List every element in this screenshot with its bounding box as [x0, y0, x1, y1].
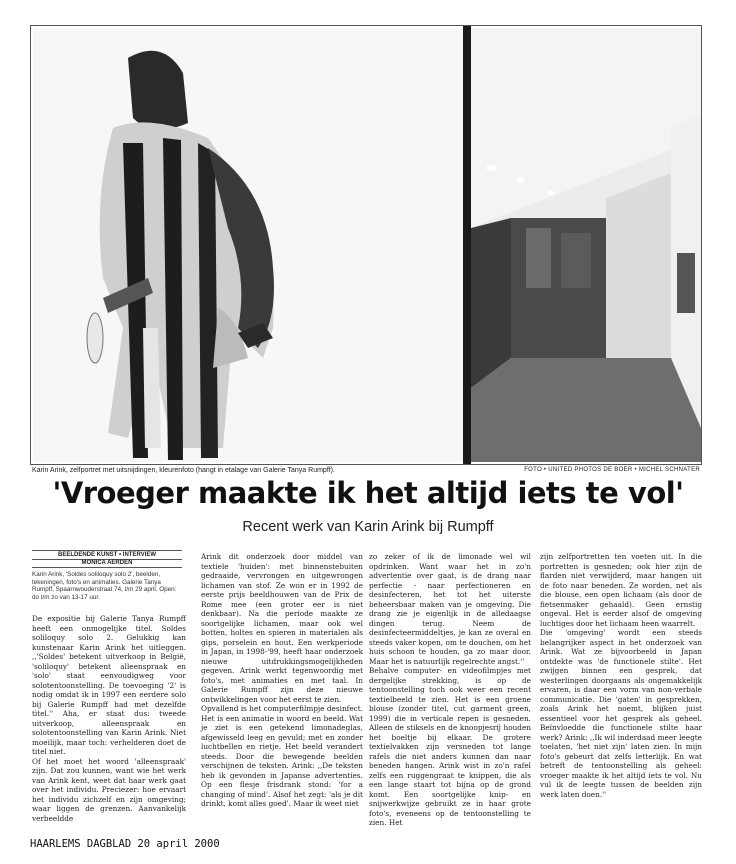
article-column-4 — [540, 552, 702, 799]
gallery-interior-scene — [471, 28, 701, 462]
subheadline: Recent werk van Karin Arink bij Rumpff — [242, 519, 494, 535]
paragraph: De expositie bij Galerie Tanya Rumpff heeft een onmogelijke titel. Soldes soliloquy solo 2. Gelukkig kan kunstenaar Karin Arink het uitleggen. ,,'Soldes' betekent uitverkoop in België, 'soliloquy' betekent alleenspraak en 'solo' staat eenvoudigweg voor solotentoonstelling. De toevoeging '2' is nodig omdat ik in 1997 een eerdere solo bij Galerie Rumpff had met dezelfde titel.'' Aha, er staat dus: tweede uitverkoop, alleenspraak en solotentoonstelling van Karin Arink. Niet moeilijk, maar toch: verhelderen doet de titel niet. — [32, 614, 186, 756]
paragraph: Opvallend is het computerfilmpje desinfect. Het is een animatie in woord en beeld. Wat je ziet is een getekend limonadeglas, afgewisseld leeg en gevuld; met en zonder luchtbellen en rietje. Het beeld verandert steeds. Door die bewegende beelden verschijnen de teksten. Arink: ,,De teksten heb ik gevonden in Japanse advertenties. Op een flesje frisdrank stond: 'for a changing of mind'. Alsof het zegt: 'als je dit drinkt, komt alles goed'. Maar ik weet niet — [201, 704, 363, 808]
paragraph: Arink dit onderzoek door middel van textiele 'huiden': met binnenstebuiten gedraaide, vervrongen en uitgewrongen lichamen van stof. Ze won er in 1992 de eerste prijs beeldhouwen van de Prix de Rome mee (een groter eer is niet denkbaar). Na die periode maakte ze soortgelijke lichamen, maar ook wel botten, holtes en spieren in materialen als gips, porselein en hout. Een werkperiode in Japan, in 1998-'99, heeft haar onderzoek nieuwe uitdrukkingsmogelijkheden gegeven. Arink werkt tegenwoordig met foto's, met animaties en met taal. In Galerie Rumpff zijn deze nieuwe ontwikkelingen voor het eerst te zien. — [201, 552, 363, 704]
article-column-1 — [32, 614, 186, 823]
photo-credit: FOTO • UNITED PHOTOS DE BOER • MICHEL SCHNATER — [524, 467, 700, 473]
article-column-2 — [201, 552, 363, 809]
paragraph: Behalve computer- en videofilmpjes met dergelijke strekking, is op de tentoonstelling toch ook weer een recent textielbeeld te zien. Het is een groene blouse (zonder titel, cut garment green, 1999) die in verticale repen is gesneden. Alleen de stiksels en de knoopjesrij houden het boeltje bij elkaar. De grotere textielvakken zijn versneden tot lange rafels die niet anders kunnen dan naar beneden hangen. Arink wist in zo'n rafel zelfs een ruggengraat te knippen, die als een lange staart tot bijna op de grond komt. Een soortgelijke knip- en snijwerkwijze gebruikt ze in haar grote foto's, eveneens op de tentoonstelling te zien. Het — [369, 666, 531, 827]
self-portrait-photo — [33, 28, 463, 462]
headline: 'Vroeger maakte ik het altijd iets te vol' — [52, 476, 684, 510]
photo-divider — [463, 26, 471, 464]
paragraph: zo zeker of ik de limonade wel wil opdrinken. Want waar het in zo'n advertentie over gaat, is de drang naar perfectie - naar perfectioneren en desinfecteren, het tot het uiterste beheersbaar maken van je omgeving. Die drang zie je eigenlijk in de alledaagse dingen terug. Neem de desinfecteermiddeltjes, je kan ze overal en steeds vaker kopen, om te douchen, om het huis schoon te houden, ga zo maar door. Maar het is natuurlijk regelrechte angst.'' — [369, 552, 531, 666]
author-byline: MONICA AERDEN — [32, 560, 182, 568]
paragraph: zijn zelfportretten ten voeten uit. In die portretten is gesneden; ook hier zijn de flarden niet verwijderd, maar hangen uit de foto naar beneden. Ze worden, net als die blouse, een open lichaam (als door de fietsenmaker gehaald). Geen ernstig ongeval. Het is eerder alsof de omgeving luchtiges door het lichaam heen waarrelt. — [540, 552, 702, 628]
gallery-interior-photo — [471, 28, 701, 462]
photo-caption: Karin Arink, zelfportret met uitsnijdingen, kleurenfoto (hangt in etalage van Galerie Tanya Rumpff). — [32, 467, 335, 474]
article-column-3 — [369, 552, 531, 828]
self-portrait-figure — [33, 28, 463, 462]
photo-panel — [30, 25, 702, 465]
newspaper-dateline: HAARLEMS DAGBLAD 20 april 2000 — [30, 838, 220, 850]
section-rubric: BEELDENDE KUNST • INTERVIEW — [32, 550, 182, 560]
exhibition-info: Karin Arink, 'Soldes soliloquy solo 2', beelden, tekeningen, foto's en animaties. Galerie Tanya Rumpff, Spaarnwouderstraat 74, t/m 29 april. Open: do t/m zo van 13-17 uur. — [32, 571, 177, 601]
paragraph: Die 'omgeving' wordt een steeds belangrijker aspect in het onderzoek van Arink. Wat ze bijvoorbeeld in Japan ontdekte was 'de functionele stilte'. Het zwijgen binnen een gesprek, dat westerlingen doorgaans als ongemakkelijk ervaren, is daar een vorm van non-verbale communicatie. Die 'gaten' in gesprekken, zoals Arink het noemt, blijken juist essentieel voor het gesprek als geheel. Beïnvloedde die functionele stilte haar werk? Arink: ,,Ik wil inderdaad meer leegte toelaten, 'het niet zijn' laten zien. In mijn foto's gebeurt dat zelfs letterlijk. En wat betreft de tentoonstelling als geheel: vroeger maakte ik het altijd iets te vol. Nu vul ik de leegte tussen de beelden zijn werk laten doen.'' — [540, 628, 702, 799]
paragraph: Of het moet het woord 'alleenspraak' zijn. Dat zou kunnen, want wie het werk van Arink kent, weet dat haar werk gaat over het individu. Preciezer: hoe ervaart het individu zichzelf en zijn omgeving; waar liggen de grenzen. Aanvankelijk verbeeldde — [32, 756, 186, 823]
